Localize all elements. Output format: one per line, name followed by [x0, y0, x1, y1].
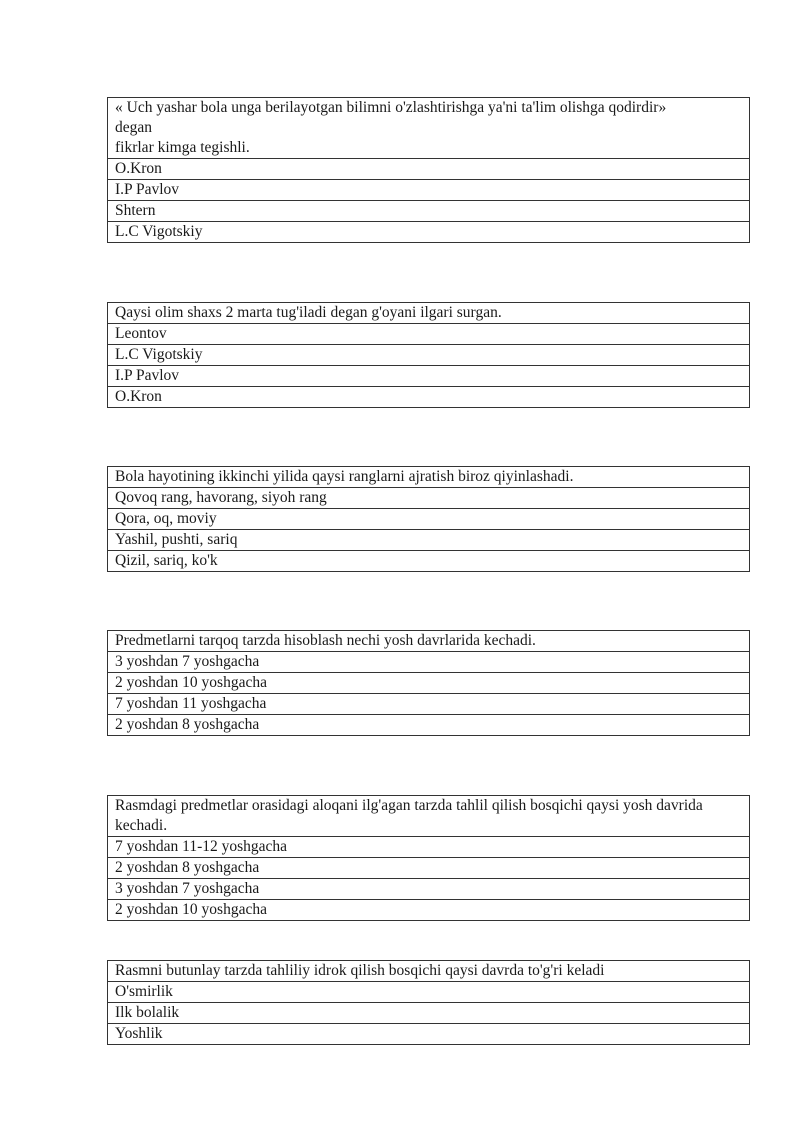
option-row: [108, 837, 750, 858]
option-row: [108, 900, 750, 921]
question-row: [108, 796, 750, 837]
option-text: Qizil, sariq, ko'k: [108, 551, 750, 572]
option-row: [108, 488, 750, 509]
option-text: I.P Pavlov: [108, 180, 750, 201]
question-table: [107, 97, 750, 243]
option-text: Yashil, pushti, sariq: [108, 530, 750, 551]
question-text: Qaysi olim shaxs 2 marta tug'iladi degan g'oyani ilgari surgan.: [108, 303, 750, 324]
question-table: [107, 795, 750, 921]
option-row: [108, 345, 750, 366]
option-row: [108, 222, 750, 243]
question-text: Bola hayotining ikkinchi yilida qaysi ranglarni ajratish biroz qiyinlashadi.: [108, 467, 750, 488]
option-text: 2 yoshdan 10 yoshgacha: [108, 673, 750, 694]
option-text: O.Kron: [108, 159, 750, 180]
option-text: Leontov: [108, 324, 750, 345]
option-row: [108, 366, 750, 387]
option-text: O.Kron: [108, 387, 750, 408]
option-text: Ilk bolalik: [108, 1003, 750, 1024]
option-text: Yoshlik: [108, 1024, 750, 1045]
option-row: [108, 551, 750, 572]
question-row: [108, 303, 750, 324]
option-row: [108, 509, 750, 530]
question-text: Predmetlarni tarqoq tarzda hisoblash nechi yosh davrlarida kechadi.: [108, 631, 750, 652]
option-row: [108, 652, 750, 673]
option-text: 2 yoshdan 8 yoshgacha: [108, 858, 750, 879]
question-row: [108, 961, 750, 982]
option-row: [108, 530, 750, 551]
option-row: [108, 858, 750, 879]
option-row: [108, 180, 750, 201]
option-row: [108, 715, 750, 736]
question-table: [107, 960, 750, 1045]
question-table: [107, 630, 750, 736]
question-text: « Uch yashar bola unga berilayotgan bilimni o'zlashtirishga ya'ni ta'lim olishga qodirdir» degan fikrlar kimga tegishli.: [108, 98, 750, 159]
question-text: Rasmdagi predmetlar orasidagi aloqani ilg'agan tarzda tahlil qilish bosqichi qaysi yosh davrida kechadi.: [108, 796, 750, 837]
option-row: [108, 387, 750, 408]
question-row: [108, 98, 750, 159]
option-row: [108, 324, 750, 345]
option-text: 2 yoshdan 8 yoshgacha: [108, 715, 750, 736]
question-row: [108, 467, 750, 488]
option-text: Shtern: [108, 201, 750, 222]
option-text: O'smirlik: [108, 982, 750, 1003]
option-text: 3 yoshdan 7 yoshgacha: [108, 879, 750, 900]
option-row: [108, 879, 750, 900]
question-text: Rasmni butunlay tarzda tahliliy idrok qilish bosqichi qaysi davrda to'g'ri keladi: [108, 961, 750, 982]
option-text: L.C Vigotskiy: [108, 345, 750, 366]
option-row: [108, 694, 750, 715]
option-text: 7 yoshdan 11 yoshgacha: [108, 694, 750, 715]
question-table: [107, 466, 750, 572]
option-row: [108, 1003, 750, 1024]
question-table: [107, 302, 750, 408]
option-row: [108, 982, 750, 1003]
option-text: L.C Vigotskiy: [108, 222, 750, 243]
option-text: Qovoq rang, havorang, siyoh rang: [108, 488, 750, 509]
option-text: 7 yoshdan 11-12 yoshgacha: [108, 837, 750, 858]
option-row: [108, 201, 750, 222]
option-text: Qora, oq, moviy: [108, 509, 750, 530]
option-row: [108, 673, 750, 694]
question-row: [108, 631, 750, 652]
option-text: I.P Pavlov: [108, 366, 750, 387]
option-row: [108, 1024, 750, 1045]
option-text: 2 yoshdan 10 yoshgacha: [108, 900, 750, 921]
option-row: [108, 159, 750, 180]
option-text: 3 yoshdan 7 yoshgacha: [108, 652, 750, 673]
